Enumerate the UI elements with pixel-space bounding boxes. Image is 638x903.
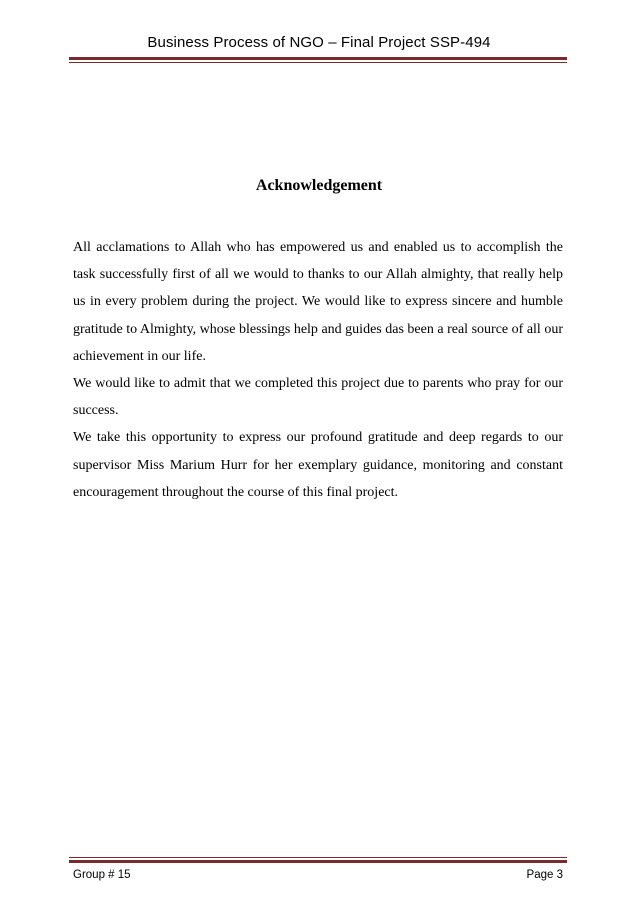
paragraph: We take this opportunity to express our profound gratitude and deep regards to our supervisor Miss Marium Hurr for her exemplary guidance, monitoring and constant encouragement throughout the course of this final project.: [73, 430, 563, 500]
header-rule-thin: [69, 62, 567, 63]
footer-page-number: Page 3: [526, 869, 563, 881]
section-heading: Acknowledgement: [255, 177, 383, 194]
footer-group-label: Group # 15: [73, 869, 131, 881]
page-header-title: Business Process of NGO – Final Project SSP-494: [147, 34, 491, 51]
paragraph: All acclamations to Allah who has empowered us and enabled us to accomplish the task successfully first of all we would to thanks to our Allah almighty, that really help us in every problem during the project. We would like to express sincere and humble gratitude to Almighty, whose blessings help and guides das been a real source of all our achievement in our life.: [73, 240, 563, 364]
document-body: [73, 234, 563, 506]
header-rule-thick: [69, 57, 567, 60]
footer-rule-thick: [69, 860, 567, 863]
footer-rule-thin: [69, 857, 567, 858]
paragraph: We would like to admit that we completed this project due to parents who pray for our success.: [73, 376, 563, 419]
